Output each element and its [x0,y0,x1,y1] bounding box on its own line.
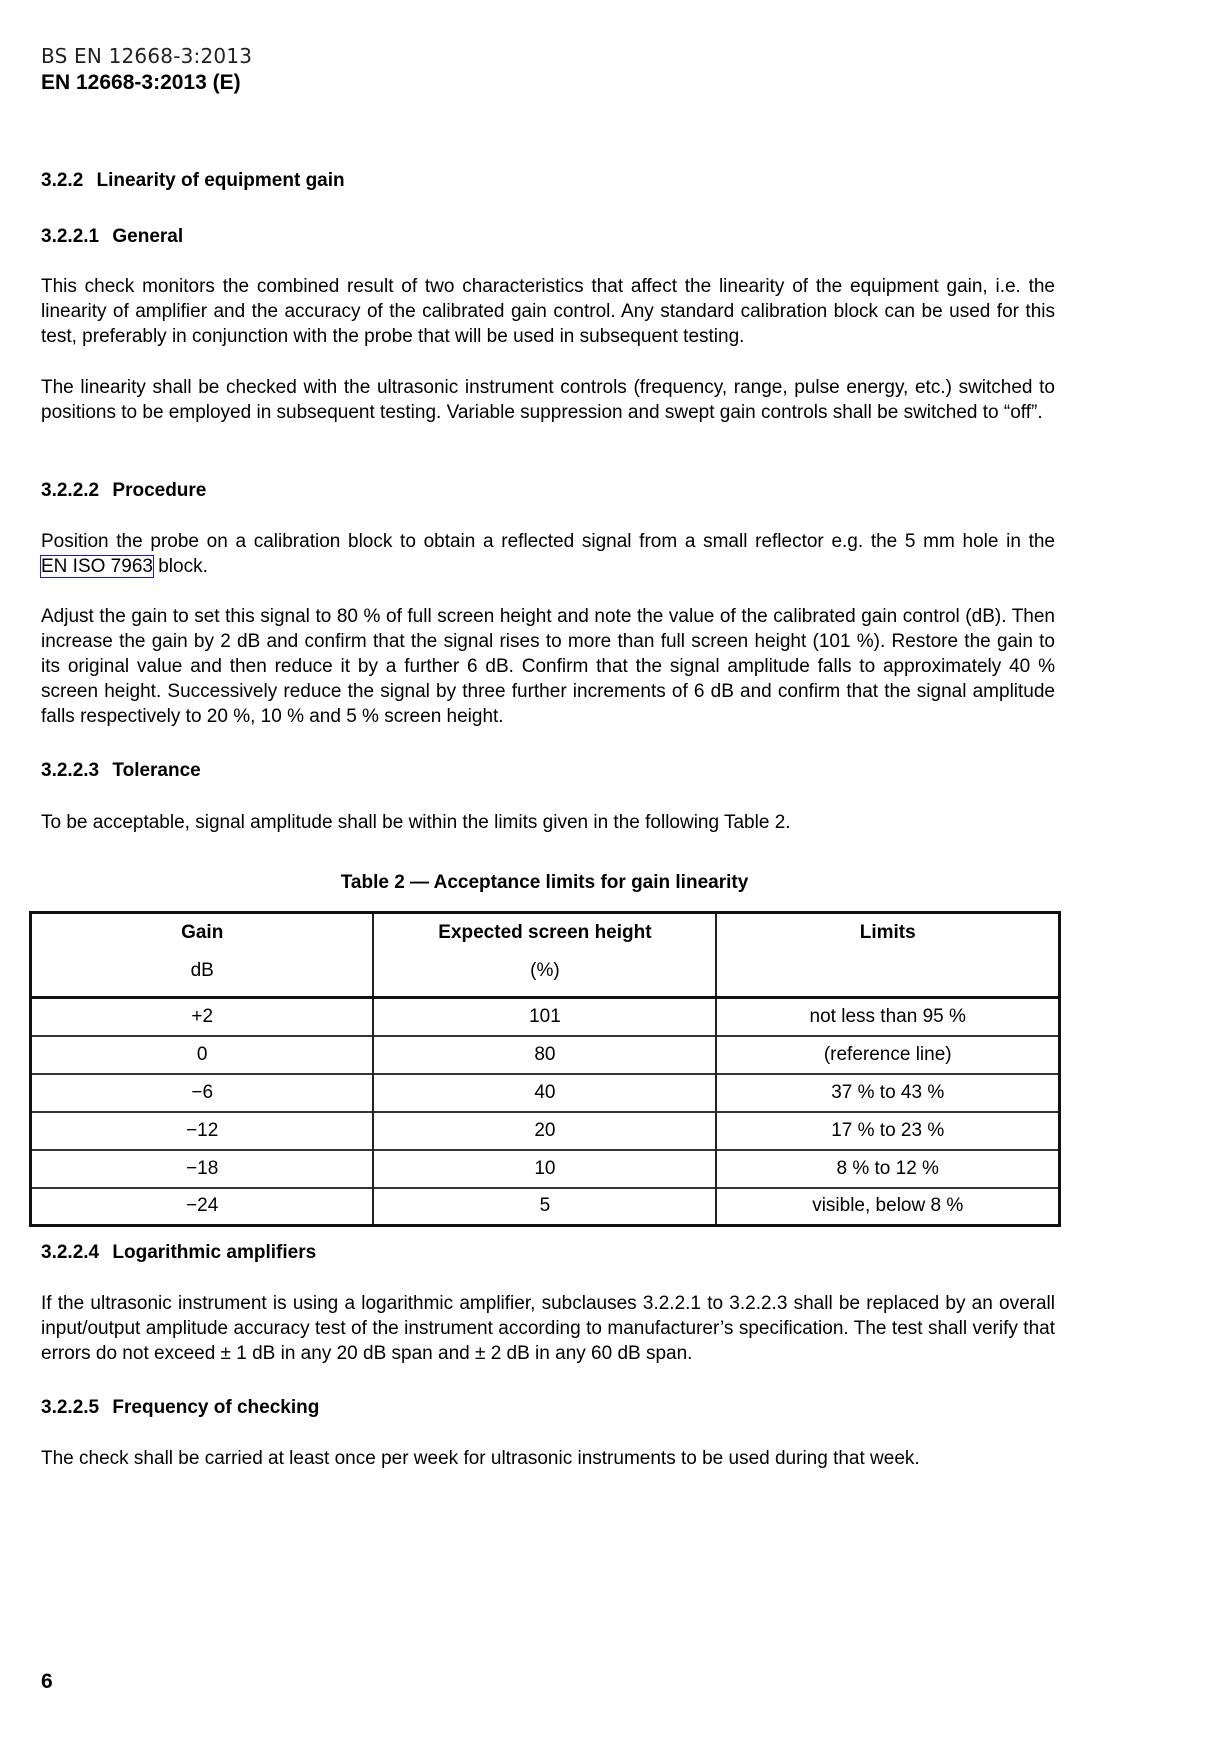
heading-number: 3.2.2.5 [41,1397,100,1418]
page-number: 6 [41,1670,53,1693]
column-header-expected-height: Expected screen height [373,913,716,961]
column-unit-gain: dB [31,960,374,998]
table-header-row [31,913,1060,961]
heading-title: Linearity of equipment gain [96,170,345,191]
cell-gain: −12 [31,1112,374,1150]
table-unit-row [31,960,1060,998]
table-row [31,1074,1060,1112]
paragraph-procedure-1 [41,529,1055,579]
cell-limits: visible, below 8 % [716,1188,1059,1226]
paragraph-text: block. [152,556,208,577]
table-row [31,1036,1060,1074]
heading-title: Tolerance [112,760,201,781]
heading-title: General [112,226,184,247]
heading-title: Logarithmic amplifiers [112,1242,317,1263]
column-header-limits: Limits [716,913,1059,961]
cell-gain: −18 [31,1150,374,1188]
table-row [31,1150,1060,1188]
column-unit-limits [716,960,1059,998]
heading-3-2-2-2 [41,480,206,502]
heading-number: 3.2.2.4 [41,1242,100,1263]
cell-gain: −24 [31,1188,374,1226]
heading-number: 3.2.2.2 [41,480,100,501]
cell-expected-height: 5 [373,1188,716,1226]
table-caption: Table 2 — Acceptance limits for gain linearity [340,872,749,893]
document-id-bs: BS EN 12668-3:2013 [41,44,253,68]
column-header-gain: Gain [31,913,374,961]
reference-link-en-iso-7963[interactable]: EN ISO 7963 [41,556,153,577]
cell-gain: −6 [31,1074,374,1112]
cell-expected-height: 10 [373,1150,716,1188]
heading-3-2-2-4 [41,1242,316,1264]
paragraph-frequency: The check shall be carried at least once per week for ultrasonic instruments to be used during that week. [41,1448,920,1469]
heading-3-2-2-3 [41,760,201,782]
acceptance-limits-table [29,911,1061,1227]
paragraph-general-1: This check monitors the combined result of two characteristics that affect the linearity of the equipment gain, i.e. the linearity of amplifier and the accuracy of the calibrated gain control. Any standard calibration block can be used for this test, preferably in conjunction with the probe that will be used in subsequent testing. [41,276,1055,347]
heading-3-2-2-1 [41,226,183,248]
cell-gain: +2 [31,998,374,1036]
cell-expected-height: 40 [373,1074,716,1112]
cell-expected-height: 20 [373,1112,716,1150]
cell-gain: 0 [31,1036,374,1074]
paragraph-procedure-2: Adjust the gain to set this signal to 80 % of full screen height and note the value of the calibrated gain control (dB). Then increase the gain by 2 dB and confirm that the signal rises to more than full screen height (101 %). Restore the gain to its original value and then reduce it by a further 6 dB. Confirm that the signal amplitude falls to approximately 40 % screen height. Successively reduce the signal by three further increments of 6 dB and confirm that the signal amplitude falls respectively to 20 %, 10 % and 5 % screen height. [41,606,1055,727]
cell-expected-height: 80 [373,1036,716,1074]
heading-3-2-2 [41,170,345,192]
cell-limits: not less than 95 % [716,998,1059,1036]
cell-limits: 8 % to 12 % [716,1150,1059,1188]
heading-number: 3.2.2.3 [41,760,100,781]
cell-limits: 17 % to 23 % [716,1112,1059,1150]
cell-limits: 37 % to 43 % [716,1074,1059,1112]
column-unit-expected-height: (%) [373,960,716,998]
paragraph-tolerance: To be acceptable, signal amplitude shall be within the limits given in the following Table 2. [41,812,791,833]
heading-number: 3.2.2 [41,170,84,191]
paragraph-general-2: The linearity shall be checked with the ultrasonic instrument controls (frequency, range, pulse energy, etc.) switched to positions to be employed in subsequent testing. Variable suppression and swept gain controls shall be switched to “off”. [41,377,1055,423]
heading-number: 3.2.2.1 [41,226,100,247]
cell-expected-height: 101 [373,998,716,1036]
paragraph-text: Position the probe on a calibration block to obtain a reflected signal from a small reflector e.g. the 5 mm hole in the [41,531,1055,552]
document-id-en: EN 12668-3:2013 (E) [41,71,241,94]
table-row [31,1112,1060,1150]
table-row [31,1188,1060,1226]
paragraph-logarithmic: If the ultrasonic instrument is using a logarithmic amplifier, subclauses 3.2.2.1 to 3.2.2.3 shall be replaced by an overall input/output amplitude accuracy test of the instrument according to manufacturer’s specification. The test shall verify that errors do not exceed ± 1 dB in any 20 dB span and ± 2 dB in any 60 dB span. [41,1293,1055,1364]
table-row [31,998,1060,1036]
heading-3-2-2-5 [41,1397,319,1419]
heading-title: Procedure [112,480,207,501]
heading-title: Frequency of checking [112,1397,320,1418]
cell-limits: (reference line) [716,1036,1059,1074]
